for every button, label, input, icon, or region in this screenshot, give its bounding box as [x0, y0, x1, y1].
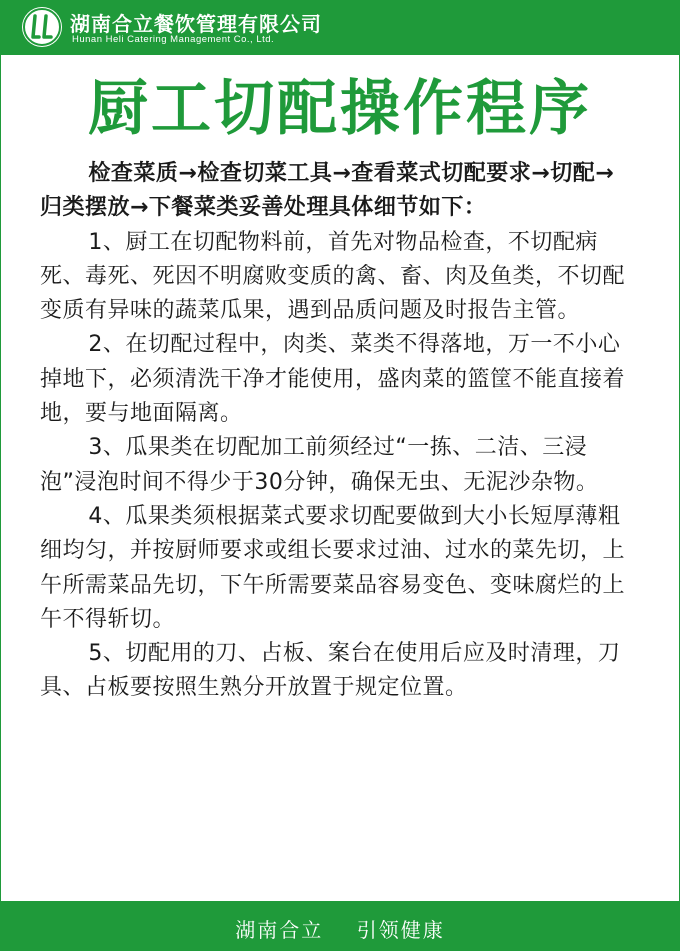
procedure-item-1: 1、厨工在切配物料前，首先对物品检查，不切配病死、毒死、死因不明腐败变质的禽、畜、肉及鱼类，不切配变质有异味的蔬菜瓜果，遇到品质问题及时报告主管。 [40, 229, 626, 324]
company-name-en: Hunan Heli Catering Management Co., Ltd. [72, 34, 275, 45]
company-logo [22, 7, 62, 47]
logo-icon [22, 7, 62, 47]
procedure-item-5: 5、切配用的刀、占板、案台在使用后应及时清理，刀具、占板要按照生熟分开放置于规定位置。 [40, 641, 621, 701]
procedure-content [40, 157, 634, 706]
page-title: 厨工切配操作程序 [88, 74, 592, 144]
procedure-item-4: 4、瓜果类须根据菜式要求切配要做到大小长短厚薄粗细均匀，并按厨师要求或组长要求过油、过水的菜先切，上午所需菜品先切，下午所需要菜品容易变色、变味腐烂的上午不得斩切。 [40, 503, 626, 632]
footer-bar [0, 901, 680, 951]
procedure-item-3: 3、瓜果类在切配加工前须经过“一拣、二洁、三浸泡”浸泡时间不得少于30分钟，确保无虫、无泥沙杂物。 [40, 435, 599, 495]
footer-slogan: 湖南合立 引领健康 [235, 918, 445, 942]
procedure-intro: 检查菜质→检查切菜工具→查看菜式切配要求→切配→归类摆放→下餐菜类妥善处理具体细节如下： [40, 161, 615, 221]
header-bar [0, 0, 680, 55]
procedure-item-2: 2、在切配过程中，肉类、菜类不得落地，万一不小心掉地下，必须清洗干净才能使用，盛肉菜的篮筐不能直接着地，要与地面隔离。 [40, 332, 626, 427]
company-name-cn: 湖南合立餐饮管理有限公司 [70, 12, 322, 36]
